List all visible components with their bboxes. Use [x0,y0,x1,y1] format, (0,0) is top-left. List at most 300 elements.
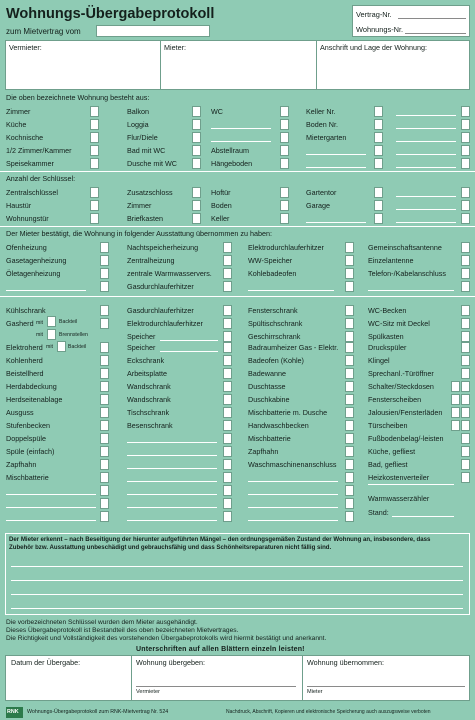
eq-box[interactable] [345,485,354,496]
room-blank-box[interactable] [374,158,383,169]
rnk-logo-text: RNK [7,709,19,715]
eq-stufenbecken-box[interactable] [100,420,109,431]
eq-fensterschrank: Fensterschrank [248,306,298,315]
key-blank-box[interactable] [374,213,383,224]
eq-stufenbecken: Stufenbecken [6,421,50,430]
date-label: Datum der Übergabe: [11,658,81,667]
room-blank-line[interactable] [211,141,271,142]
eq-spuelkasten: Spülkasten [368,332,404,341]
eq-box[interactable] [461,446,470,457]
eq-box[interactable] [345,498,354,509]
eq-box[interactable] [223,381,232,392]
eq-elektrodurchlauf2: Elektrodurchlauferhitzer [127,319,203,328]
eq-box[interactable] [345,318,354,329]
key-garage: Garage [306,201,330,210]
eq-blank-line[interactable] [127,520,217,521]
landlord-signature-line[interactable] [136,686,296,687]
eq-gasdurchlauf2: Gasdurchlauferhitzer [127,306,194,315]
divider [160,41,161,89]
eq-elektroherd-backteil: Backteil [68,344,87,350]
eq-speicher1-line[interactable] [160,340,218,341]
eq-blank-line[interactable] [248,520,338,521]
eq-gasherd-backteil-box[interactable] [47,316,56,327]
room-extra-box[interactable] [461,106,470,117]
eq-beistellherd: Beistellherd [6,369,44,378]
room-extra-box[interactable] [461,145,470,156]
defects-text-1: Der Mieter erkennt – nach Beseitigung der hierunter aufgeführten Mängel – den ordnungsgemäßen Zustand der Wohnung an, insbesondere, dass [9,536,431,543]
eq-box[interactable] [223,459,232,470]
eq-nachtspeicher-box[interactable] [223,242,232,253]
eq-blank-line[interactable] [127,507,217,508]
key-gartentor-box[interactable] [374,187,383,198]
eq-doppelspuele: Doppelspüle [6,434,46,443]
tenant-sig-label: Mieter [307,689,323,695]
eq-tuerscheiben: Türscheiben [368,421,408,430]
room-balkon-box[interactable] [192,106,201,117]
eq-box[interactable] [461,420,470,431]
confirm-line-1: Die vorbezeichneten Schlüssel wurden dem Mieter ausgehändigt. [6,619,198,626]
eq-kuehlschrank-box[interactable] [100,305,109,316]
defects-line[interactable] [11,594,463,595]
defects-text-2: Zubehör bzw. Ausstattung unbeschädigt und gebrauchsfähig und dass Schönheitsreparaturen nicht fällig sind. [9,544,332,551]
eq-blank-line[interactable] [248,494,338,495]
eq-ausguss-box[interactable] [100,407,109,418]
eq-zapfhahn2: Zapfhahn [248,447,279,456]
footer-left: Wohnungs-Übergabeprotokoll zum RNK-Mietvertrag Nr. 524 [27,709,169,715]
eq-herdabdeckung: Herdabdeckung [6,382,57,391]
key-extra-box[interactable] [461,213,470,224]
eq-badraumheizer: Badraumheizer Gas - Elektr. [248,343,339,352]
room-abstellraum: Abstellraum [211,146,249,155]
key-garage-box[interactable] [374,200,383,211]
eq-mischbatterie2: Mischbatterie [248,434,291,443]
eq-badeofen: Badeofen (Kohle) [248,356,304,365]
eq-ww-speicher-box[interactable] [345,255,354,266]
eq-mit: mit [36,332,43,338]
eq-brennstellen: Brennstellen [59,332,88,338]
eq-blank-box[interactable] [100,281,109,292]
eq-blank-line[interactable] [6,290,86,291]
eq-spuele-box[interactable] [100,446,109,457]
eq-box[interactable] [345,511,354,522]
eq-kohlebadeofen-box[interactable] [345,268,354,279]
room-mietergarten-box[interactable] [374,132,383,143]
room-extra-line[interactable] [396,154,456,155]
eq-herdseitenablage-box[interactable] [100,394,109,405]
eq-badewanne: Badewanne [248,369,286,378]
eq-blank-box[interactable] [100,485,109,496]
eq-speicher2-line[interactable] [160,351,218,352]
key-keller: Keller [211,214,230,223]
eq-box[interactable] [223,318,232,329]
room-kueche-box[interactable] [90,119,99,130]
eq-besenschrank: Besenschrank [127,421,173,430]
eq-blank-line[interactable] [248,481,338,482]
eq-box[interactable] [223,511,232,522]
eq-blank-box[interactable] [345,281,354,292]
rnk-logo [6,707,23,718]
eq-blank-box[interactable] [100,498,109,509]
room-extra-box[interactable] [461,158,470,169]
room-zimmer: Zimmer [6,107,31,116]
key-keller-box[interactable] [280,213,289,224]
eq-waschmaschine: Waschmaschinenanschluss [248,460,337,469]
eq-blank-line[interactable] [248,290,334,291]
eq-duschtasse: Duschtasse [248,382,286,391]
eq-klingel: Klingel [368,356,390,365]
eq-ofenheizung: Ofenheizung [6,243,47,252]
eq-wandschrank1: Wandschrank [127,382,171,391]
room-blank-box[interactable] [280,119,289,130]
eq-box[interactable] [451,394,460,405]
eq-blank-line[interactable] [6,494,96,495]
eq-wandschrank2: Wandschrank [127,395,171,404]
eq-druckspueler: Druckspüler [368,343,407,352]
eq-blank-line[interactable] [127,455,217,456]
eq-box[interactable] [223,305,232,316]
divider [302,656,303,700]
eq-bad-gefliest: Bad, gefliest [368,460,408,469]
eq-box[interactable] [461,331,470,342]
eq-jalousien: Jalousien/Fensterläden [368,408,443,417]
eq-blank-line[interactable] [248,507,338,508]
eq-mischbatterie: Mischbatterie [6,473,49,482]
key-extra-line[interactable] [396,209,456,210]
eq-blank-line[interactable] [368,290,454,291]
eq-box[interactable] [223,331,232,342]
eq-kuehlschrank: Kühlschrank [6,306,46,315]
eq-box[interactable] [461,305,470,316]
eq-box[interactable] [223,368,232,379]
key-haustuer: Haustür [6,201,32,210]
eq-box[interactable] [345,381,354,392]
room-haengeboden: Hängeboden [211,159,253,168]
room-extra-box[interactable] [461,119,470,130]
room-kammer-box[interactable] [90,145,99,156]
eq-zentralheizung: Zentralheizung [127,256,175,265]
apartment-no-label: Wohnungs-Nr. [356,25,404,34]
eq-einzelantenne-box[interactable] [461,255,470,266]
eq-einzelantenne: Einzelantenne [368,256,414,265]
eq-gasherd-mit: mit [36,320,43,326]
address-label: Anschrift und Lage der Wohnung: [320,43,427,52]
eq-gasherd-box[interactable] [100,318,109,329]
room-mietergarten: Mietergarten [306,133,347,142]
eq-box[interactable] [345,331,354,342]
apartment-no-line[interactable] [405,33,466,34]
eq-box[interactable] [345,433,354,444]
eq-doppelspuele-box[interactable] [100,433,109,444]
eq-geschirrschrank: Geschirrschrank [248,332,301,341]
eq-telefon-kabel-box[interactable] [461,268,470,279]
eq-brennstellen-box[interactable] [47,329,56,340]
key-extra-box[interactable] [461,200,470,211]
room-bad-box[interactable] [192,145,201,156]
eq-gasetagenheizung: Gasetagenheizung [6,256,67,265]
eq-box[interactable] [345,368,354,379]
eq-blank-line[interactable] [127,442,217,443]
room-keller-box[interactable] [374,106,383,117]
eq-box[interactable] [345,394,354,405]
room-flur: Flur/Diele [127,133,158,142]
eq-box[interactable] [451,420,460,431]
eq-box[interactable] [461,368,470,379]
eq-box[interactable] [461,342,470,353]
eq-zentrale-warmwasser-box[interactable] [223,268,232,279]
eq-blank-box[interactable] [100,511,109,522]
eq-wc-sitz: WC-Sitz mit Deckel [368,319,430,328]
key-briefkasten-box[interactable] [192,213,201,224]
key-blank-line[interactable] [306,222,366,223]
room-blank-line[interactable] [306,167,366,168]
room-extra-line[interactable] [396,141,456,142]
eq-gasdurchlauferhitzer: Gasdurchlauferhitzer [127,282,194,291]
eq-box[interactable] [345,407,354,418]
defects-line[interactable] [11,580,463,581]
eq-ww-speicher: WW-Speicher [248,256,293,265]
defects-line[interactable] [11,608,463,609]
eq-kohlenherd-box[interactable] [100,355,109,366]
eq-box[interactable] [345,342,354,353]
key-zimmer: Zimmer [127,201,152,210]
rooms-heading: Die oben bezeichnete Wohnung besteht aus: [6,93,150,102]
room-dusche-box[interactable] [192,158,201,169]
eq-box[interactable] [461,394,470,405]
key-boden-box[interactable] [280,200,289,211]
room-kochnische: Kochnische [6,133,44,142]
eq-handwaschbecken: Handwaschbecken [248,421,309,430]
eq-elektroherd-mit: mit [46,344,53,350]
room-extra-line[interactable] [396,167,456,168]
contract-number-box [352,5,470,37]
eq-blank-box[interactable] [461,281,470,292]
eq-box[interactable] [451,407,460,418]
eq-schalter: Schalter/Steckdosen [368,382,434,391]
equipment-heading: Der Mieter bestätigt, die Wohnung in folgender Ausstattung übernommen zu haben: [6,229,272,238]
eq-gasdurchlauferhitzer-box[interactable] [223,281,232,292]
divider [131,656,132,700]
key-gartentor: Gartentor [306,188,337,197]
eq-box[interactable] [223,446,232,457]
defects-box [5,533,470,615]
eq-box[interactable] [461,472,470,483]
eq-elektroherd: Elektroherd [6,343,43,352]
eq-zapfhahn: Zapfhahn [6,460,37,469]
room-kammer: 1/2 Zimmer/Kammer [6,146,72,155]
room-boden-box[interactable] [374,119,383,130]
eq-blank-line[interactable] [127,481,217,482]
eq-blank-line[interactable] [368,484,454,485]
landlord-label: Vermieter [136,689,160,695]
eq-box[interactable] [451,381,460,392]
eq-eckschrank: Eckschrank [127,356,165,365]
contract-no-line[interactable] [398,18,466,19]
eq-telefon-kabel: Telefon-/Kabelanschluss [368,269,446,278]
eq-box[interactable] [223,498,232,509]
footer-right: Nachdruck, Abschrift, Kopieren und elektronische Speicherung auch auszugsweise verboten [226,709,431,715]
key-hoftuer-box[interactable] [280,187,289,198]
eq-arbeitsplatte: Arbeitsplatte [127,369,167,378]
confirm-line-2: Dieses Übergabeprotokoll ist Bestandteil des oben bezeichneten Mietvertrages. [6,627,239,634]
room-abstellraum-box[interactable] [280,145,289,156]
eq-mischbatterie-dusche: Mischbatterie m. Dusche [248,408,328,417]
eq-stand: Stand: [368,508,389,517]
room-wc-box[interactable] [280,106,289,117]
eq-blank-line[interactable] [6,520,96,521]
eq-elektrodurchlauf: Elektrodurchlauferhitzer [248,243,324,252]
eq-blank-line[interactable] [6,507,96,508]
eq-spueltischschrank: Spültischschrank [248,319,303,328]
eq-elektroherd-box[interactable] [100,342,109,353]
eq-box[interactable] [461,459,470,470]
eq-beistellherd-box[interactable] [100,368,109,379]
taken-over-label: Wohnung übernommen: [307,658,384,667]
eq-box[interactable] [223,433,232,444]
room-zimmer-box[interactable] [90,106,99,117]
key-briefkasten: Briefkasten [127,214,163,223]
eq-gemeinschaftsantenne: Gemeinschaftsantenne [368,243,442,252]
key-extra-box[interactable] [461,187,470,198]
eq-zapfhahn-box[interactable] [100,459,109,470]
eq-gasetagenheizung-box[interactable] [100,255,109,266]
key-zusatzschloss: Zusatzschloss [127,188,173,197]
parties-box [5,40,470,90]
contract-date-field[interactable] [96,25,210,37]
eq-elektrodurchlauf-box[interactable] [345,242,354,253]
eq-ofenheizung-box[interactable] [100,242,109,253]
room-haengeboden-box[interactable] [280,158,289,169]
room-extra-box[interactable] [461,132,470,143]
key-boden: Boden [211,201,232,210]
eq-wc-becken: WC-Becken [368,306,407,315]
form-subtitle: zum Mietvertrag vom [6,27,81,36]
eq-tischschrank: Tischschrank [127,408,170,417]
eq-kohlebadeofen: Kohlebadeofen [248,269,297,278]
room-balkon: Balkon [127,107,149,116]
eq-gasherd-backteil: Backteil [59,319,78,325]
room-speisekammer: Speisekammer [6,159,54,168]
eq-box[interactable] [461,433,470,444]
landlord-label: Vermieter: [9,43,42,52]
divider [0,296,475,297]
room-keller: Keller Nr. [306,107,336,116]
key-zusatzschloss-box[interactable] [192,187,201,198]
keys-heading: Anzahl der Schlüssel: [6,174,76,183]
room-extra-line[interactable] [396,128,456,129]
signature-box [5,655,470,701]
eq-fensterscheiben: Fensterscheiben [368,395,422,404]
key-extra-line[interactable] [396,222,456,223]
eq-sprechanlage: Sprechanl.-Türöffner [368,369,434,378]
eq-box[interactable] [223,355,232,366]
eq-box[interactable] [345,355,354,366]
divider [0,171,475,172]
eq-kueche-gefliest: Küche, gefliest [368,447,416,456]
eq-blank-line[interactable] [127,468,217,469]
room-speisekammer-box[interactable] [90,158,99,169]
eq-duschkabine: Duschkabine [248,395,290,404]
eq-box[interactable] [223,394,232,405]
eq-box[interactable] [223,342,232,353]
eq-box[interactable] [223,485,232,496]
signature-note: Unterschriften auf allen Blättern einzeln leisten! [136,646,305,653]
room-boden: Boden Nr. [306,120,338,129]
key-haustuer-box[interactable] [90,200,99,211]
eq-box[interactable] [345,305,354,316]
eq-gemeinschaftsantenne-box[interactable] [461,242,470,253]
room-dusche: Dusche mit WC [127,159,177,168]
eq-herdabdeckung-box[interactable] [100,381,109,392]
eq-spuele-einfach: Spüle (einfach) [6,447,55,456]
eq-blank-line[interactable] [127,494,217,495]
eq-stand-line[interactable] [392,516,454,517]
divider [316,41,317,89]
room-extra-line[interactable] [396,115,456,116]
eq-heizkostenverteiler: Heizkostenverteiler [368,473,430,482]
room-kochnische-box[interactable] [90,132,99,143]
eq-oeletagenheizung: Öletagenheizung [6,269,61,278]
room-blank-line[interactable] [211,128,271,129]
room-loggia-box[interactable] [192,119,201,130]
tenant-signature-line[interactable] [307,686,465,687]
room-blank-box[interactable] [374,145,383,156]
eq-oeletagenheizung-box[interactable] [100,268,109,279]
key-wohnungstuer: Wohnungstür [6,214,49,223]
eq-box[interactable] [223,407,232,418]
eq-box[interactable] [461,381,470,392]
eq-ausguss: Ausguss [6,408,34,417]
room-wc: WC [211,107,223,116]
eq-kohlenherd: Kohlenherd [6,356,43,365]
room-flur-box[interactable] [192,132,201,143]
key-zimmer-box[interactable] [192,200,201,211]
eq-box[interactable] [461,355,470,366]
eq-box[interactable] [345,420,354,431]
eq-fussbodenbelag: Fußbodenbelag/-leisten [368,434,444,443]
defects-line[interactable] [11,566,463,567]
form-title: Wohnungs-Übergabeprotokoll [6,6,215,22]
eq-box[interactable] [345,446,354,457]
eq-mischbatterie-box[interactable] [100,472,109,483]
eq-speicher1: Speicher [127,332,156,341]
eq-zentralheizung-box[interactable] [223,255,232,266]
eq-speicher2: Speicher [127,343,156,352]
eq-box[interactable] [223,420,232,431]
key-hoftuer: Hoftür [211,188,231,197]
eq-elektroherd-backteil-box[interactable] [57,341,66,352]
eq-box[interactable] [223,472,232,483]
key-zentral-box[interactable] [90,187,99,198]
handed-over-label: Wohnung übergeben: [136,658,206,667]
eq-gasherd: Gasherd [6,319,34,328]
eq-nachtspeicher: Nachtspeicherheizung [127,243,199,252]
divider [0,226,475,227]
eq-warmwasserzaehler: Warmwasserzähler [368,494,430,503]
eq-box[interactable] [461,318,470,329]
room-blank-line[interactable] [306,154,366,155]
key-extra-line[interactable] [396,196,456,197]
eq-box[interactable] [345,459,354,470]
room-blank-box[interactable] [280,132,289,143]
eq-box[interactable] [461,407,470,418]
eq-herdseitenablage: Herdseitenablage [6,395,63,404]
contract-no-label: Vertrag-Nr. [356,10,392,19]
key-zentral: Zentralschlüssel [6,188,58,197]
room-loggia: Loggia [127,120,149,129]
key-wohnungstuer-box[interactable] [90,213,99,224]
room-bad: Bad mit WC [127,146,166,155]
eq-box[interactable] [345,472,354,483]
